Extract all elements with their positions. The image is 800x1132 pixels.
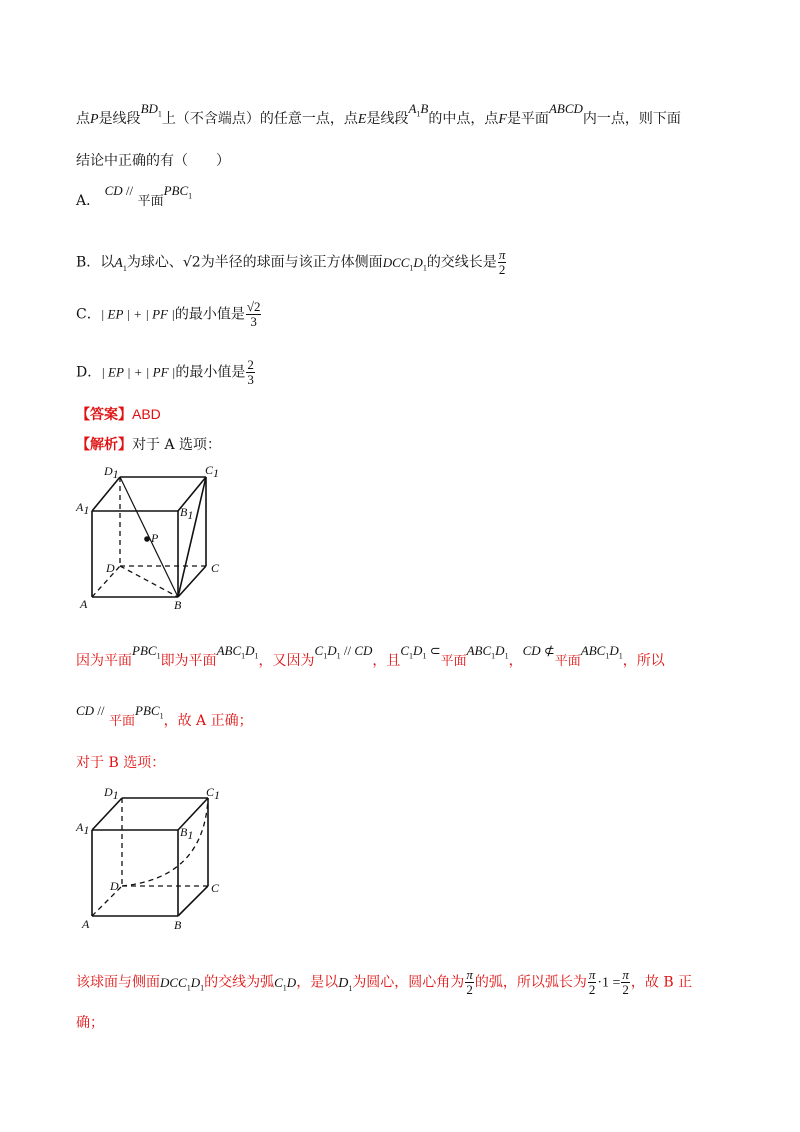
question-line-1 bbox=[76, 101, 681, 129]
fraction-pi-2: $\frac{\pi}{2}$ bbox=[622, 967, 629, 997]
fraction-pi-2: $\frac{\pi}{2}$ bbox=[498, 247, 506, 277]
plane-abc1d1: $ABC_1D_1$ bbox=[580, 643, 623, 661]
text: 的交线长是 bbox=[426, 254, 497, 271]
text: 平面 bbox=[554, 654, 581, 669]
text: 的交线为弧 bbox=[204, 974, 275, 991]
text: ，所以 bbox=[622, 653, 665, 669]
c1d1-parallel-cd: $C_1D_1$ // CD bbox=[314, 643, 373, 661]
text: 是线段 bbox=[366, 111, 409, 127]
fraction-sqrt2-3: $\frac{√2}{3}$ bbox=[246, 299, 261, 329]
answer-value: ABD bbox=[132, 406, 161, 422]
cd-not-subset: CD ⊄ bbox=[522, 643, 555, 658]
option-a bbox=[76, 183, 193, 211]
text: ，是以 bbox=[296, 974, 339, 991]
plane-pbc1: $PBC_1$ bbox=[135, 703, 164, 721]
text: 为球心、 bbox=[126, 254, 183, 271]
part-b-line-1 bbox=[76, 968, 692, 997]
var-e: E bbox=[357, 112, 367, 127]
text: 平面 bbox=[440, 654, 467, 669]
option-label: A． bbox=[76, 193, 101, 209]
cd: CD // bbox=[76, 703, 105, 718]
diagonal-bd1 bbox=[120, 477, 178, 597]
part-b-intro: 对于 B 选项： bbox=[76, 755, 166, 771]
analysis-intro bbox=[76, 434, 221, 454]
text: 即为平面 bbox=[160, 653, 217, 669]
text: 因为平面 bbox=[76, 653, 132, 669]
question-line-2: 结论中正确的有（ ） bbox=[76, 153, 230, 169]
label-d: D bbox=[106, 561, 115, 575]
label-a: A bbox=[80, 597, 88, 611]
fraction-pi-2: $\frac{\pi}{2}$ bbox=[466, 967, 473, 997]
a1: $A_1$ bbox=[114, 255, 127, 273]
option-c bbox=[76, 300, 262, 329]
arc-c1d: $C_1D$ bbox=[274, 974, 297, 993]
text: 是平面 bbox=[506, 111, 549, 127]
label-c1: C1 bbox=[206, 785, 221, 802]
option-label: D． bbox=[76, 364, 102, 381]
text: 该球面与侧面 bbox=[76, 974, 160, 991]
label-c1: C1 bbox=[205, 463, 220, 480]
expression: | EP | + | PF | bbox=[100, 306, 175, 322]
part-b-line-2: 确； bbox=[76, 1015, 104, 1031]
text: 平面 bbox=[109, 714, 136, 729]
plane-pbc1: $PBC_1$ bbox=[163, 183, 193, 201]
text: 内一点，则下面 bbox=[582, 111, 681, 127]
d1: $D_1$ bbox=[338, 975, 353, 993]
text: 点 bbox=[76, 111, 90, 127]
text: ， bbox=[508, 653, 523, 669]
expression: | EP | + | PF | bbox=[101, 364, 176, 380]
text: ，故 B 正 bbox=[630, 974, 693, 991]
label-b: B bbox=[174, 918, 182, 932]
text: 的弧，所以弧长为 bbox=[474, 974, 587, 991]
plane-abc1d1: $ABC_1D_1$ bbox=[466, 643, 509, 661]
text: ，故 A 正确； bbox=[163, 713, 253, 729]
figure-cube-a bbox=[74, 462, 234, 612]
var-p: P bbox=[90, 112, 99, 127]
plane-abc1d1: $ABC_1D_1$ bbox=[216, 643, 259, 661]
option-label: C． bbox=[76, 306, 101, 323]
option-d bbox=[76, 358, 256, 387]
equation: ·1 = bbox=[597, 975, 621, 991]
text: 为圆心，圆心角为 bbox=[352, 974, 465, 991]
answer bbox=[76, 404, 161, 424]
c1d1-subset: $C_1D_1$ ⊂ bbox=[400, 643, 441, 661]
label-a1: A1 bbox=[76, 820, 90, 837]
label-a1: A1 bbox=[76, 500, 90, 517]
analysis-label: 【解析】 bbox=[76, 437, 132, 453]
sqrt2: √2 bbox=[182, 254, 201, 271]
face-dcc1d1: $DCC_1D_1$ bbox=[160, 974, 205, 993]
plane-abcd: ABCD bbox=[548, 101, 583, 116]
fraction-pi-2: $\frac{\pi}{2}$ bbox=[588, 967, 596, 997]
plane-pbc1: $PBC_1$ bbox=[132, 643, 161, 661]
label-d1: D1 bbox=[104, 785, 119, 802]
option-label: B．以 bbox=[76, 254, 115, 271]
text: 上（不含端点）的任意一点，点 bbox=[161, 111, 358, 127]
figure-cube-b bbox=[74, 782, 234, 932]
label-c: C bbox=[211, 561, 220, 575]
label-d: D bbox=[110, 879, 119, 893]
text: 是线段 bbox=[98, 111, 141, 127]
text: ，且 bbox=[372, 653, 401, 669]
text: 平面 bbox=[137, 194, 164, 209]
option-b bbox=[76, 248, 507, 277]
answer-label: 【答案】 bbox=[76, 407, 132, 423]
face-dcc1d1: $DCC_1D_1$ bbox=[382, 254, 427, 273]
text: 的中点，点 bbox=[428, 111, 499, 127]
label-b1: B1 bbox=[180, 505, 194, 522]
part-a-line-1 bbox=[76, 643, 665, 671]
text: 为半径的球面与该正方体侧面 bbox=[200, 254, 383, 271]
var-f: F bbox=[498, 112, 507, 127]
label-b: B bbox=[174, 598, 182, 612]
label-p: P bbox=[151, 531, 159, 545]
text: 的最小值是 bbox=[175, 364, 246, 381]
point-p bbox=[144, 536, 150, 542]
label-c: C bbox=[211, 881, 220, 895]
text: ，又因为 bbox=[258, 653, 315, 669]
label-a: A bbox=[82, 917, 90, 931]
analysis-intro-text: 对于 A 选项： bbox=[132, 437, 222, 453]
segment-a1b: $A_1B$ bbox=[408, 101, 429, 119]
segment-bd1: $BD_1$ bbox=[140, 101, 162, 119]
label-b1: B1 bbox=[180, 825, 194, 842]
fraction-2-3: $\frac{2}{3}$ bbox=[247, 357, 254, 387]
text: 的最小值是 bbox=[174, 306, 245, 323]
part-a-line-2 bbox=[76, 703, 253, 731]
label-d1: D1 bbox=[104, 464, 119, 481]
cd: CD // bbox=[104, 183, 134, 198]
